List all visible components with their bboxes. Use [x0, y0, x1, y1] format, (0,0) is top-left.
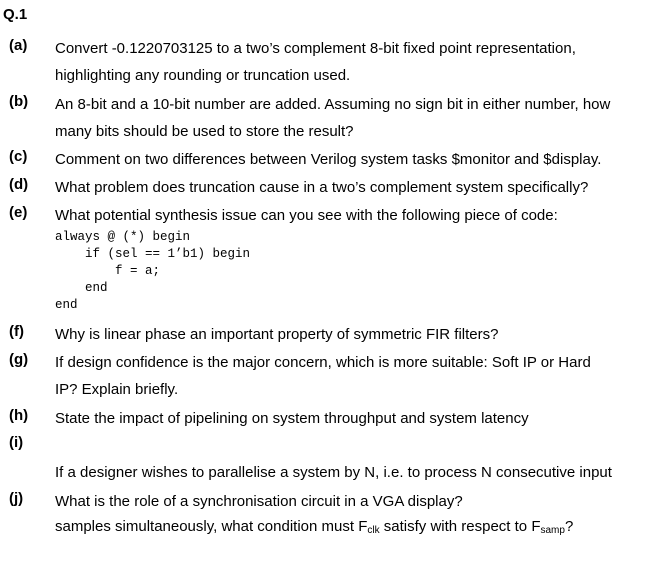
question-label: (i): [9, 434, 24, 451]
question-text: What potential synthesis issue can you see with the following piece of code:: [55, 207, 558, 224]
question-label: (j): [9, 490, 24, 507]
question-text: An 8-bit and a 10-bit number are added. Assuming no sign bit in either number, how many bits should be used to store the result?: [55, 96, 611, 140]
subscript-samp: samp: [540, 525, 565, 536]
question-label: (e): [9, 204, 28, 221]
question-title: Q.1: [3, 6, 28, 23]
question-label: (g): [9, 351, 29, 368]
question-text: State the impact of pipelining on system throughput and system latency: [55, 410, 529, 427]
code-snippet: always @ (*) begin if (sel == 1’b1) begin f = a; end end: [55, 230, 251, 312]
question-label: (h): [9, 407, 29, 424]
question-text: Why is linear phase an important property of symmetric FIR filters?: [55, 326, 499, 343]
question-text: What is the role of a synchronisation circuit in a VGA display?: [55, 493, 463, 510]
question-text: What problem does truncation cause in a two’s complement system specifically?: [55, 179, 589, 196]
question-text-line: If a designer wishes to parallelise a system by N, i.e. to process N consecutive input: [55, 464, 612, 481]
question-label: (c): [9, 148, 28, 165]
question-label: (f): [9, 323, 24, 340]
subscript-clk: clk: [367, 525, 380, 536]
question-text: If design confidence is the major concern, which is more suitable: Soft IP or Hard IP? Explain briefly.: [55, 354, 591, 398]
question-label: (d): [9, 176, 29, 193]
question-text: Comment on two differences between Verilog system tasks $monitor and $display.: [55, 151, 602, 168]
question-text: Convert -0.1220703125 to a two’s complement 8-bit fixed point representation, highlighting any rounding or truncation used.: [55, 40, 576, 84]
question-label: (a): [9, 37, 28, 54]
question-label: (b): [9, 93, 29, 110]
question-text-line: samples simultaneously, what condition must $F_{clk}$ satisfy with respect to $F_{samp}$?: [55, 518, 574, 536]
